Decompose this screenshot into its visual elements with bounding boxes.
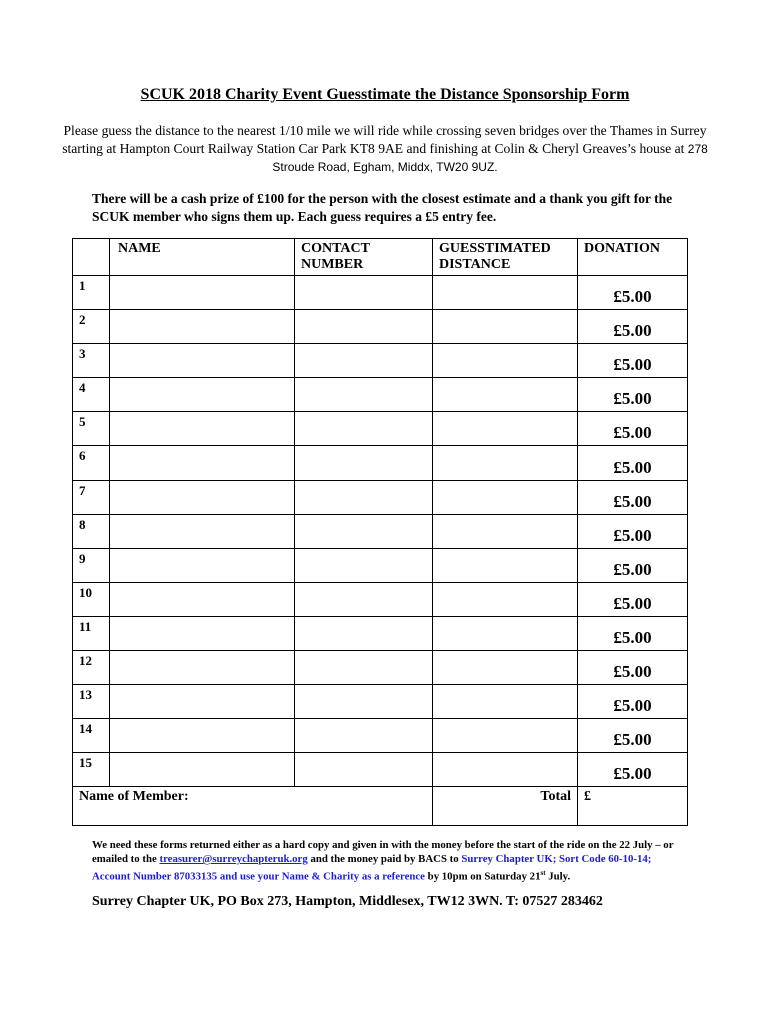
table-row (73, 446, 688, 480)
header-donation: DONATION (578, 239, 688, 276)
table-row (73, 616, 688, 650)
name-field[interactable] (110, 480, 295, 514)
table-row (73, 651, 688, 685)
donation-amount: £5.00 (578, 276, 688, 310)
note-part4: July. (545, 870, 571, 883)
name-field[interactable] (110, 753, 295, 787)
guesstimated-distance-field[interactable] (433, 412, 578, 446)
contact-number-field[interactable] (295, 651, 433, 685)
name-field[interactable] (110, 616, 295, 650)
table-row (73, 412, 688, 446)
table-row (73, 344, 688, 378)
name-field[interactable] (110, 651, 295, 685)
guesstimated-distance-field[interactable] (433, 685, 578, 719)
sponsorship-table (72, 238, 688, 826)
name-field[interactable] (110, 548, 295, 582)
row-number: 15 (73, 753, 110, 787)
row-number: 3 (73, 344, 110, 378)
contact-number-field[interactable] (295, 412, 433, 446)
chapter-address: Surrey Chapter UK, PO Box 273, Hampton, Middlesex, TW12 3WN. T: 07527 283462 (92, 894, 603, 909)
table-row (73, 548, 688, 582)
name-field[interactable] (110, 719, 295, 753)
row-number: 8 (73, 514, 110, 548)
donation-amount: £5.00 (578, 412, 688, 446)
contact-number-field[interactable] (295, 753, 433, 787)
note-part3: by 10pm on Saturday 21 (424, 870, 541, 883)
guesstimated-distance-field[interactable] (433, 378, 578, 412)
member-name-field[interactable] (73, 787, 433, 826)
table-row (73, 514, 688, 548)
guesstimated-distance-field[interactable] (433, 344, 578, 378)
total-field[interactable]: £ (578, 787, 688, 826)
guesstimated-distance-field[interactable] (433, 719, 578, 753)
name-field[interactable] (110, 685, 295, 719)
donation-amount: £5.00 (578, 651, 688, 685)
note-part2: and the money paid by BACS to (307, 853, 462, 865)
table-row (73, 480, 688, 514)
name-field[interactable] (110, 446, 295, 480)
contact-number-field[interactable] (295, 480, 433, 514)
row-number: 11 (73, 616, 110, 650)
row-number: 13 (73, 685, 110, 719)
guesstimated-distance-field[interactable] (433, 446, 578, 480)
row-number: 2 (73, 310, 110, 344)
guesstimated-distance-field[interactable] (433, 616, 578, 650)
treasurer-email-link[interactable]: treasurer@surreychapteruk.org (159, 853, 308, 865)
donation-amount: £5.00 (578, 582, 688, 616)
name-field[interactable] (110, 412, 295, 446)
table-row (73, 582, 688, 616)
contact-number-field[interactable] (295, 719, 433, 753)
contact-number-field[interactable] (295, 514, 433, 548)
header-name: NAME (110, 239, 295, 276)
form-title: SCUK 2018 Charity Event Guesstimate the Distance Sponsorship Form (140, 86, 630, 103)
header-number (73, 239, 110, 276)
prize-paragraph: There will be a cash prize of £100 for the person with the closest estimate and a thank you gift for the SCUK member who signs them up. Each guess requires a £5 entry fee. (92, 191, 673, 224)
return-instructions (92, 838, 682, 884)
guesstimated-distance-field[interactable] (433, 582, 578, 616)
contact-number-field[interactable] (295, 616, 433, 650)
name-field[interactable] (110, 276, 295, 310)
header-guesstimated-distance: GUESSTIMATED DISTANCE (433, 239, 578, 276)
contact-number-field[interactable] (295, 548, 433, 582)
table-row (73, 378, 688, 412)
row-number: 7 (73, 480, 110, 514)
name-field[interactable] (110, 310, 295, 344)
contact-number-field[interactable] (295, 276, 433, 310)
row-number: 6 (73, 446, 110, 480)
guesstimated-distance-field[interactable] (433, 548, 578, 582)
note-superscript: st (540, 869, 546, 877)
donation-amount: £5.00 (578, 480, 688, 514)
donation-amount: £5.00 (578, 719, 688, 753)
donation-amount: £5.00 (578, 310, 688, 344)
row-number: 5 (73, 412, 110, 446)
name-field[interactable] (110, 514, 295, 548)
contact-number-field[interactable] (295, 344, 433, 378)
donation-amount: £5.00 (578, 753, 688, 787)
row-number: 14 (73, 719, 110, 753)
row-number: 9 (73, 548, 110, 582)
total-label: Total (433, 787, 578, 826)
contact-number-field[interactable] (295, 685, 433, 719)
member-name-label: Name of Member: (79, 789, 189, 805)
table-row (73, 276, 688, 310)
guesstimated-distance-field[interactable] (433, 514, 578, 548)
contact-number-field[interactable] (295, 310, 433, 344)
row-number: 10 (73, 582, 110, 616)
name-field[interactable] (110, 378, 295, 412)
contact-number-field[interactable] (295, 446, 433, 480)
name-field[interactable] (110, 344, 295, 378)
donation-amount: £5.00 (578, 616, 688, 650)
name-field[interactable] (110, 582, 295, 616)
guesstimated-distance-field[interactable] (433, 276, 578, 310)
table-row (73, 685, 688, 719)
table-row (73, 753, 688, 787)
intro-address: 278 Stroude Road, Egham, Middx, TW20 9UZ. (272, 142, 708, 174)
guesstimated-distance-field[interactable] (433, 480, 578, 514)
guesstimated-distance-field[interactable] (433, 651, 578, 685)
note-part1: We need these forms returned either as a hard copy and given in with the money before the start of the ride on the 22 July – or emailed to the (92, 839, 674, 865)
guesstimated-distance-field[interactable] (433, 753, 578, 787)
bank-details: Surrey Chapter UK; Sort Code 60-10-14; Account Number 87033135 and use your Name & Charity as a reference (92, 853, 652, 883)
intro-text: Please guess the distance to the nearest 1/10 mile we will ride while crossing seven bridges over the Thames in Surrey starting at Hampton Court Railway Station Car Park KT8 9AE and finishing at Colin & Cheryl Greaves’s house at (62, 123, 707, 156)
guesstimated-distance-field[interactable] (433, 310, 578, 344)
table-footer-row (73, 787, 688, 826)
table-row (73, 310, 688, 344)
row-number: 4 (73, 378, 110, 412)
donation-amount: £5.00 (578, 378, 688, 412)
donation-amount: £5.00 (578, 548, 688, 582)
header-contact-number: CONTACT NUMBER (295, 239, 433, 276)
row-number: 1 (73, 276, 110, 310)
contact-number-field[interactable] (295, 378, 433, 412)
donation-amount: £5.00 (578, 344, 688, 378)
donation-amount: £5.00 (578, 685, 688, 719)
donation-amount: £5.00 (578, 446, 688, 480)
table-row (73, 719, 688, 753)
contact-number-field[interactable] (295, 582, 433, 616)
intro-paragraph (62, 122, 708, 176)
donation-amount: £5.00 (578, 514, 688, 548)
table-header-row (73, 239, 688, 276)
row-number: 12 (73, 651, 110, 685)
